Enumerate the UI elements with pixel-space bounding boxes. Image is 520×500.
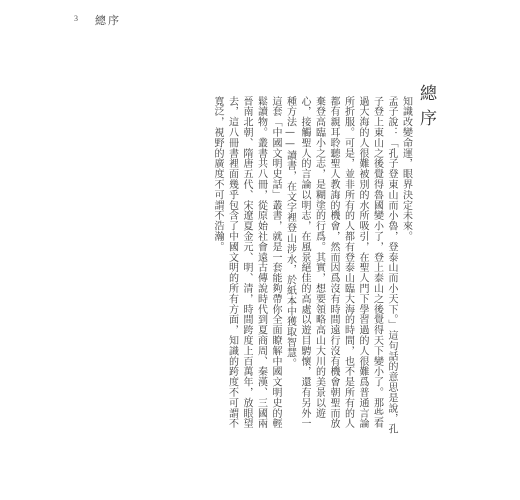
page-number: 3 bbox=[74, 14, 78, 23]
running-header: 總序 bbox=[95, 14, 121, 27]
paragraph-motto: 知識改變命運，眼界決定未來。 bbox=[400, 96, 412, 242]
paragraph-mencius: 孟子說：「孔子登東山而小魯，登泰山而小天下。」這句話的意思是說，孔子登上東山之後覺得魯國變小了，登上泰山之後覺得天下變小了。那些看過大海的人很難被別的水所吸引，在聖人門下學習過的人很難爲普通言論所折服。可是，並非所有的人都有登泰山臨大海的時間，也不是所有的人都有親耳聆聽聖人教誨的機會，然而因爲沒有時間遠行沒有機會朝聖而放棄登高臨小之志，是糊塗的行爲。其實，想要領略高山大川的美景以遊心，接觸聖人的言論以明志，在風景絕佳的高處以遊目騁懷，還有另外一種方法——讀書，在文字裡登山涉水，於紙本中獲取智慧。 bbox=[284, 96, 397, 435]
chapter-title: 總序 bbox=[416, 84, 436, 134]
paragraph-series-intro: 這套「中國文明史話」叢書，就是一套能夠帶你全面瞭解中國文明史的輕鬆讀物。叢書共八冊，從原始社會遠古傳說時代到夏商周、秦漢、三國兩晉南北朝、隋唐五代、宋遼夏金元、明、清，時間跨度上百萬年，放眼望去，這八冊書裡面幾乎包含了中國文明的所有方面，知識的跨度不可謂不寬泛，視野的廣度不可謂不浩瀚。 bbox=[212, 96, 281, 429]
vertical-text-body bbox=[103, 76, 436, 436]
